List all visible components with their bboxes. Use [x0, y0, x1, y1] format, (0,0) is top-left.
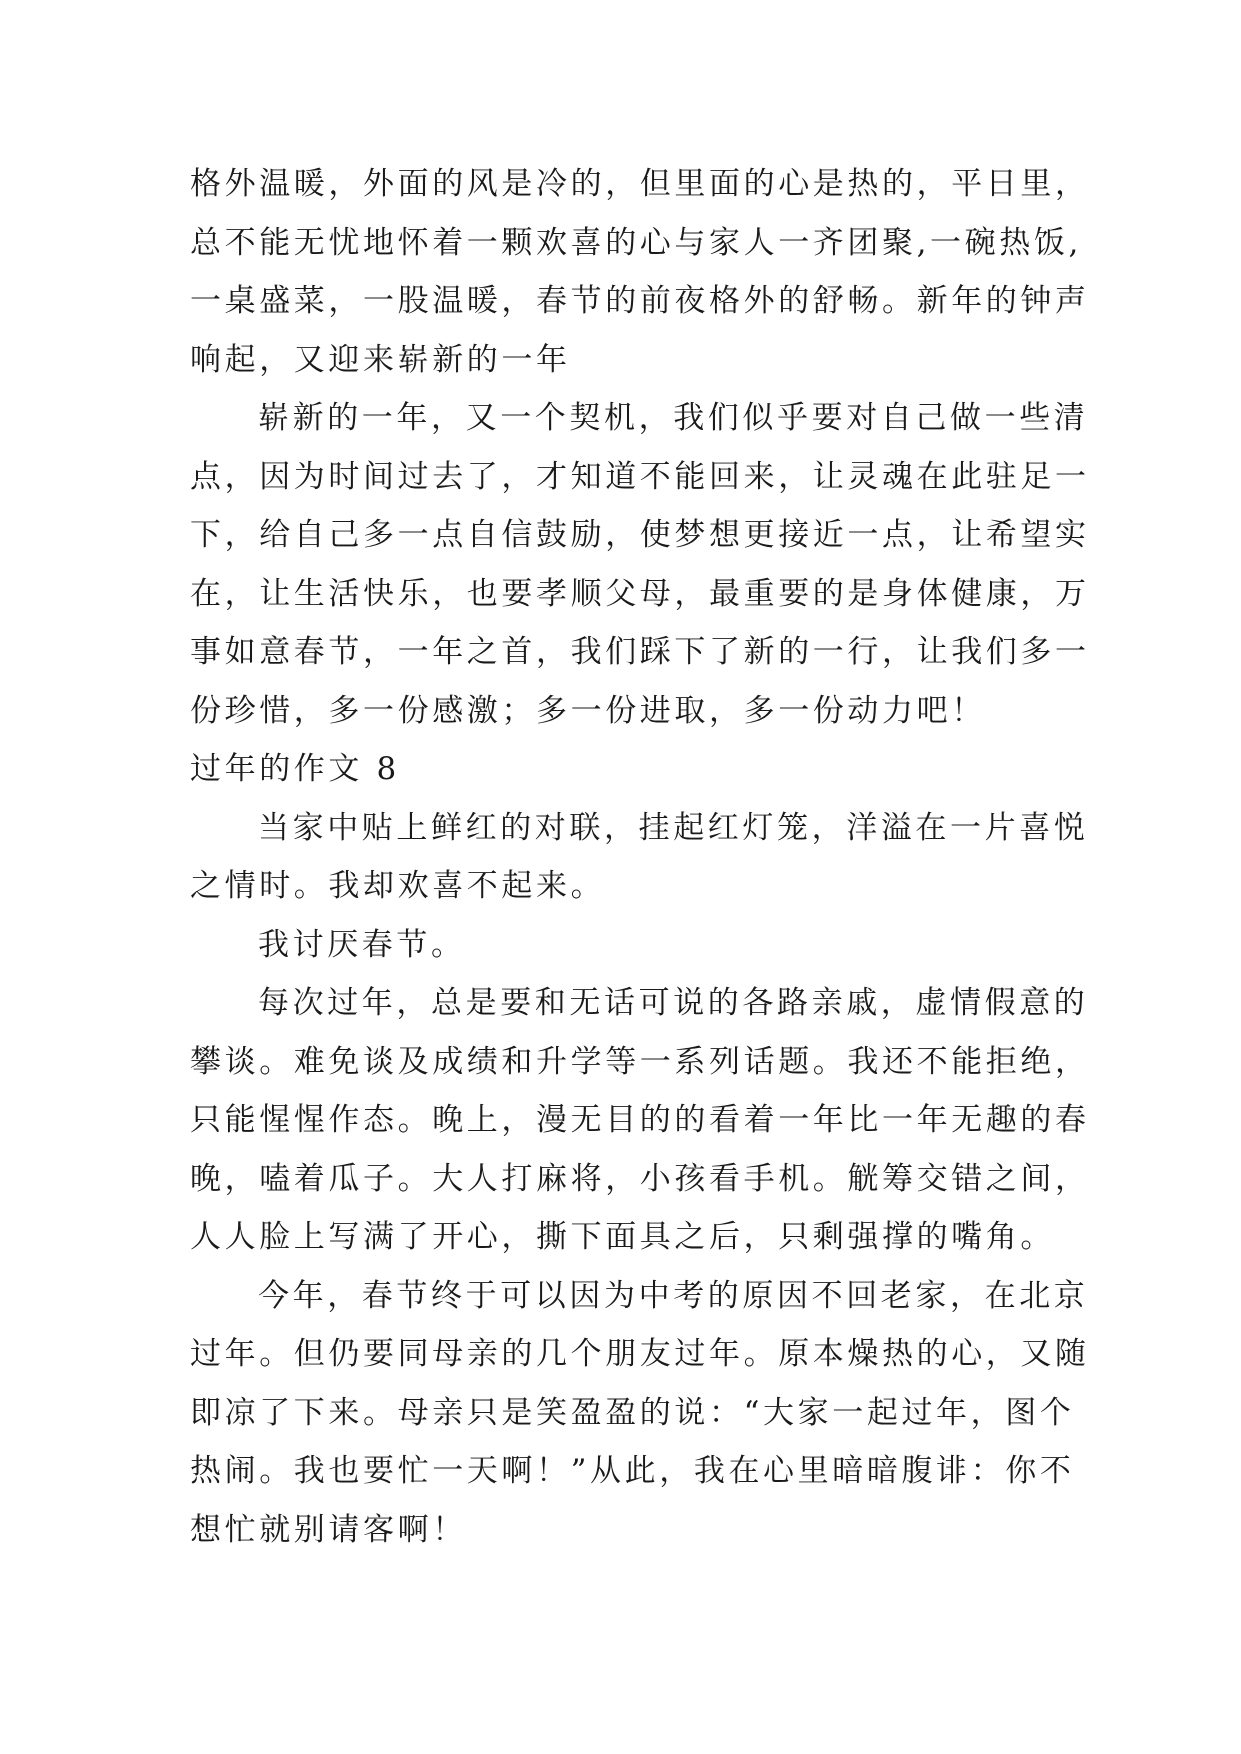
- text-line: 过年。但仍要同母亲的几个朋友过年。原本燥热的心，又随: [190, 1336, 1090, 1372]
- section-heading: 过年的作文 8: [190, 751, 400, 787]
- text-line: 下，给自己多一点自信鼓励，使梦想更接近一点，让希望实: [190, 517, 1090, 553]
- text-line: 攀谈。难免谈及成绩和升学等一系列话题。我还不能拒绝，: [190, 1043, 1090, 1080]
- text-line: 崭新的一年，又一个契机，我们似乎要对自己做一些清: [258, 400, 1089, 436]
- paragraph: [190, 389, 1090, 740]
- document-page: [190, 155, 1090, 1559]
- text-line: 热闹。我也要忙一天啊！”从此，我在心里暗暗腹诽：你不: [190, 1453, 1075, 1489]
- text-line: 格外温暖，外面的风是冷的，但里面的心是热的，平日里，: [190, 166, 1090, 202]
- text-line: 份珍惜，多一份感激；多一份进取，多一份动力吧！: [190, 692, 986, 729]
- paragraph: [190, 916, 1090, 975]
- paragraph: [190, 974, 1090, 1267]
- text-line: 晚，嗑着瓜子。大人打麻将，小孩看手机。觥筹交错之间，: [190, 1160, 1090, 1197]
- paragraph: [190, 155, 1090, 389]
- text-line: 每次过年，总是要和无话可说的各路亲戚，虚情假意的: [258, 985, 1089, 1021]
- text-line: 一桌盛菜，一股温暖，春节的前夜格外的舒畅。新年的钟声: [190, 283, 1090, 319]
- text-line: 想忙就别请客啊！: [190, 1511, 467, 1548]
- paragraph: [190, 1267, 1090, 1560]
- text-line: 只能惺惺作态。晚上，漫无目的的看着一年比一年无趣的春: [190, 1102, 1090, 1138]
- text-line: 今年，春节终于可以因为中考的原因不回老家，在北京: [258, 1277, 1089, 1314]
- text-line: 之情时。我却欢喜不起来。: [190, 868, 606, 904]
- text-line: 事如意春节，一年之首，我们踩下了新的一行，让我们多一: [190, 634, 1090, 670]
- text-line: 人人脸上写满了开心，撕下面具之后，只剩强撑的嘴角。: [190, 1219, 1055, 1255]
- text-line: 我讨厌春节。: [258, 926, 466, 963]
- text-line: 点，因为时间过去了，才知道不能回来，让灵魂在此驻足一: [190, 458, 1090, 495]
- text-line: 在，让生活快乐，也要孝顺父母，最重要的是身体健康，万: [190, 575, 1090, 612]
- text-line: 当家中贴上鲜红的对联，挂起红灯笼，洋溢在一片喜悦: [258, 809, 1089, 846]
- paragraph: [190, 799, 1090, 916]
- text-line: 即凉了下来。母亲只是笑盈盈的说：“大家一起过年，图个: [190, 1394, 1075, 1431]
- text-line: 总不能无忧地怀着一颗欢喜的心与家人一齐团聚,一碗热饭,: [190, 224, 1082, 261]
- text-line: 响起，又迎来崭新的一年: [190, 341, 571, 378]
